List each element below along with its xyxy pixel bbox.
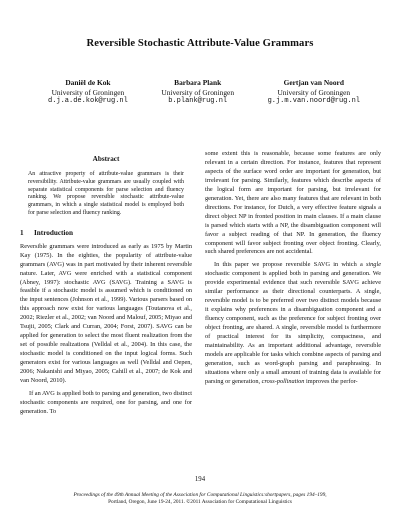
paragraph: Reversible grammars were introduced as early as 1975 by Martin Kay (1975). In the eighties, the popularity of attribute-value grammars (AVG) was in part motivated by their inherent reversible nature. Later, AVG were enriched with a statistical component (Abney, 1997): stochastic AVG (SAVG). Training a SAVG is feasible if a stochastic model is assumed which is conditioned on the input sentences (Johnson et al., 1999). Various parsers based on this approach now exist for various languages (Toutanova et al., 2002; Riezler et al., 2002; van Noord and Malouf, 2005; Miyao and Tsujii, 2005; Clark and Curran, 2004; Forst, 2007). SAVG can be applied for generation to select the most fluent realization from the set of possible realizations (Velldal et al., 2004). In this case, the stochastic model is conditioned on the input logical forms. Such generators exist for various languages as well (Velldal and Oepen, 2006; Nakanishi and Miyao, 2005; Cahill et al., 2007; de Kok and van Noord, 2010). [20, 242, 192, 384]
left-column [20, 152, 192, 417]
author-block [161, 78, 234, 107]
author-affiliation: University of Groningen [161, 87, 235, 97]
author-block [48, 78, 128, 107]
author-email: d.j.a.de.kok@rug.nl [48, 97, 128, 106]
author-name: Daniël de Kok [65, 78, 111, 87]
footer-citation: Proceedings of the 49th Annual Meeting of the Association for Computational Linguistics:shortpapers, pages 194–199, [73, 492, 327, 498]
author-affiliation: University of Groningen [51, 87, 125, 97]
paragraph-text: stochastic component is applied both in parsing and generation. We provide experimental evidence that such reversible SAVG achieve similar performance as their directional counterparts. A single, reversible model is to be preferred over two distinct models because it explains why preferences in a disambiguation component and a fluency component, such as the preference for subject fronting over object fronting, are shared. A single, reversible model is furthermore of practical interest for its simplicity, compactness, and maintainability. As an important additional advantage, reversible models are applicable for tasks which combine aspects of parsing and generation, such as word-graph parsing and paraphrasing. In situations where only a small amount of training data is available for parsing or generation, [205, 270, 381, 385]
paper-title: Reversible Stochastic Attribute-Value Grammars [86, 38, 314, 49]
emphasis-text: cross-pollination [261, 377, 305, 385]
paragraph-text: In this paper we propose reversible SAVG in which a [214, 261, 366, 269]
section-heading [20, 229, 192, 238]
abstract-heading: Abstract [92, 155, 120, 163]
emphasis-text: single [365, 261, 381, 269]
paragraph [205, 261, 381, 386]
abstract-text: An attractive property of attribute-value grammars is their reversibility. Attribute-value grammars are usually coupled with separate statistical components for parse selection and fluency ranking. We propose reversible stochastic attribute-value grammars, in which a single statistical model is employed both for parse selection and fluency ranking. [28, 170, 184, 216]
footer-venue: Portland, Oregon, June 19-24, 2011. ©2011 Association for Computational Linguistics [108, 498, 292, 505]
author-block [268, 78, 360, 107]
author-name: Gertjan van Noord [283, 78, 344, 87]
paragraph: If an AVG is applied both to parsing and generation, two distinct stochastic components are required, one for parsing, and one for generation. To [20, 389, 192, 415]
author-email: b.plank@rug.nl [168, 97, 228, 106]
section-title: Introduction [34, 228, 74, 237]
author-affiliation: University of Groningen [277, 87, 351, 97]
paragraph: some extent this is reasonable, because some features are only relevant in a certain direction. For instance, features that represent aspects of the surface word order are important for generation, but irrelevant for parsing. Similarly, features which describe aspects of the logical form are important for parsing, but irrelevant for generation. Yet, there are also many features that are relevant in both directions. For instance, for Dutch, a very effective feature signals a direct object NP in fronted position in main clauses. If a main clause is parsed which starts with a NP, the disambiguation component will favor a subject reading of that NP. In generation, the fluency component will favor subject fronting over object fronting. Clearly, such shared preferences are not accidental. [205, 150, 381, 256]
author-list [48, 78, 360, 107]
author-name: Barbara Plank [174, 78, 222, 87]
proceedings-footer [0, 492, 400, 506]
paragraph-text: improves the perfor- [304, 377, 358, 385]
page-number: 194 [194, 476, 206, 483]
right-column [205, 150, 381, 387]
author-email: g.j.m.van.noord@rug.nl [267, 97, 360, 106]
section-number: 1 [20, 228, 24, 237]
